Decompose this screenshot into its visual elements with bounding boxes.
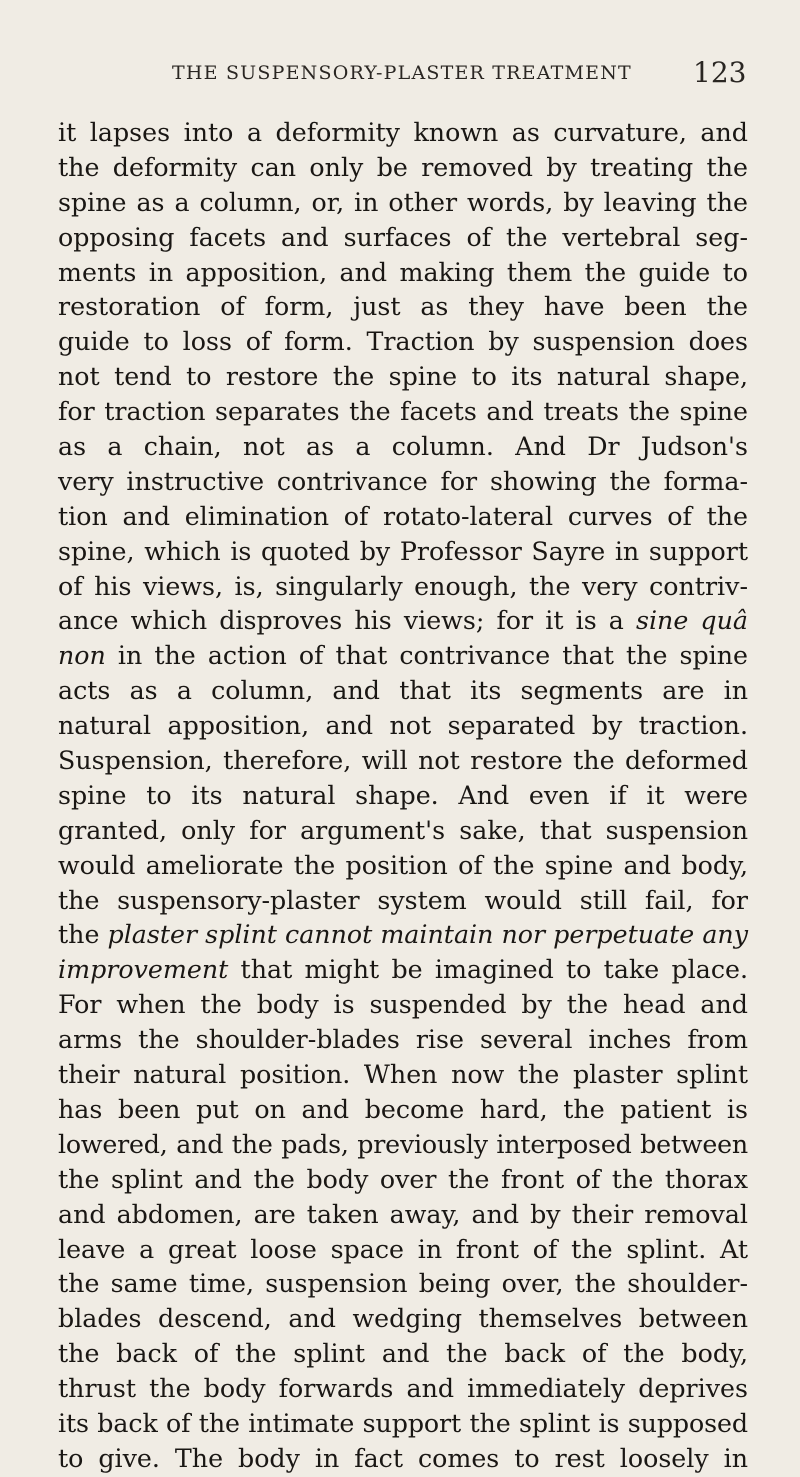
text-segment: the [58,920,108,950]
text-segment: would ameliorate the position of the spine and body, [58,850,748,880]
running-head: THE SUSPENSORY-PLASTER TREATMENT [172,62,632,84]
text-line [58,1407,748,1442]
italic-text: plaster splint cannot maintain nor perpetuate any [107,920,748,950]
text-segment: its back of the intimate support the splint is supposed [58,1408,748,1438]
text-segment: arms the shoulder-blades rise several inches from [58,1025,748,1055]
text-segment: spine to its natural shape. And even if it were [58,780,748,810]
text-line [58,256,748,291]
text-line [58,1267,748,1302]
text-line [58,1093,748,1128]
italic-text: improvement [58,955,229,985]
text-line [58,918,748,953]
text-segment: tion and elimination of rotato-lateral curves of the [58,501,748,531]
text-segment: opposing facets and surfaces of the vertebral seg- [58,222,748,252]
text-segment: the same time, suspension being over, the shoulder- [58,1269,748,1299]
text-line [58,290,748,325]
text-segment: of his views, is, singularly enough, the very contriv- [58,571,748,601]
text-line [58,884,748,919]
text-segment: that might be imagined to take place. [228,955,748,985]
text-line [58,639,748,674]
text-line [58,1233,748,1268]
text-line [58,465,748,500]
text-line [58,1058,748,1093]
text-line [58,1442,748,1477]
text-line [58,395,748,430]
text-line [58,849,748,884]
text-segment: the suspensory-plaster system would still fail, for [58,885,748,915]
text-line [58,1163,748,1198]
text-line [58,674,748,709]
text-segment: Suspension, therefore, will not restore the deformed [58,746,748,776]
text-line [58,1128,748,1163]
text-segment: spine, which is quoted by Professor Sayre in support [58,536,748,566]
text-segment: very instructive contrivance for showing the forma- [58,466,748,496]
text-segment: the splint and the body over the front of the thorax [58,1164,748,1194]
text-line [58,535,748,570]
text-segment: acts as a column, and that its segments are in [58,676,748,706]
text-line [58,430,748,465]
text-segment: for traction separates the facets and treats the spine [58,397,748,427]
page-number: 123 [693,56,747,89]
text-segment: has been put on and become hard, the patient is [58,1094,748,1124]
text-segment: natural apposition, and not separated by traction. [58,711,748,741]
text-line [58,500,748,535]
text-segment: spine as a column, or, in other words, by leaving the [58,187,748,217]
text-segment: as a chain, not as a column. And Dr Judson's [58,432,748,462]
text-line [58,988,748,1023]
text-segment: blades descend, and wedging themselves between [58,1304,748,1334]
text-segment: lowered, and the pads, previously interposed between [58,1129,748,1159]
text-line [58,1023,748,1058]
text-line [58,570,748,605]
text-line [58,814,748,849]
text-segment: thrust the body forwards and immediately deprives [58,1374,748,1404]
text-line [58,709,748,744]
italic-text: non [58,641,106,671]
text-segment: the deformity can only be removed by treating the [58,152,748,182]
text-line [58,151,748,186]
text-line [58,116,748,151]
italic-text: sine quâ [635,606,748,636]
text-line [58,1198,748,1233]
text-segment: guide to loss of form. Traction by suspension does [58,327,748,357]
text-segment: in the action of that contrivance that the spine [105,641,748,671]
text-segment: ance which disproves his views; for it is a [58,606,636,636]
text-segment: granted, only for argument's sake, that suspension [58,815,748,845]
text-segment: the back of the splint and the back of the body, [58,1339,748,1369]
text-segment: ments in apposition, and making them the guide to [58,257,748,287]
text-segment: to give. The body in fact comes to rest loosely in [58,1443,748,1473]
text-line [58,604,748,639]
text-segment: and abdomen, are taken away, and by their removal [58,1199,748,1229]
text-segment: their natural position. When now the plaster splint [58,1060,748,1090]
text-line [58,1302,748,1337]
text-line [58,744,748,779]
text-segment: it lapses into a deformity known as curvature, and [58,118,748,147]
text-line [58,186,748,221]
text-line [58,779,748,814]
text-line [58,953,748,988]
text-segment: leave a great loose space in front of the splint. At [58,1234,748,1264]
text-line [58,325,748,360]
text-segment: For when the body is suspended by the head and [58,990,748,1020]
text-segment: restoration of form, just as they have been the [58,292,748,322]
text-line [58,1372,748,1407]
text-line [58,360,748,395]
text-line [58,221,748,256]
text-segment: not tend to restore the spine to its natural shape, [58,362,748,392]
body-text [58,116,748,1477]
